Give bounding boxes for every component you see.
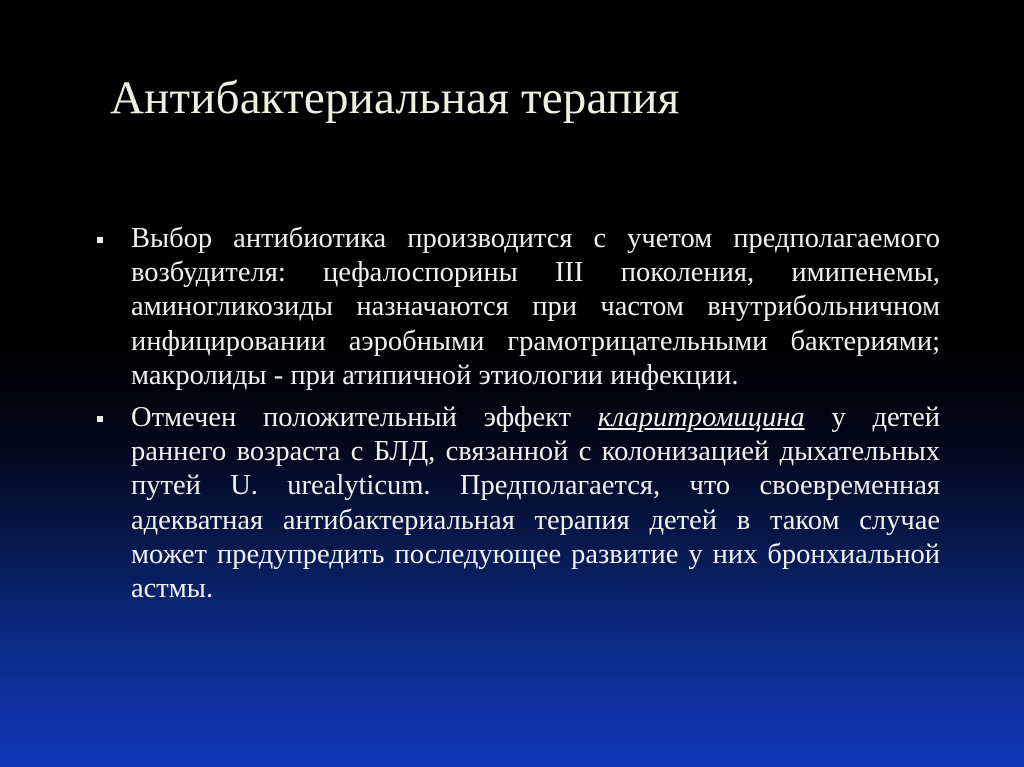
bullet-list <box>95 222 940 614</box>
bullet-item-antibiotic-choice <box>95 222 940 393</box>
bullet-text-after-link: у детей раннего возраста с БЛД, связанной с колонизацией дыхательных путей U. urealyticum. Предполагается, что своевременная адекватная антибактериальная терапия детей в таком случае может предупредить последующее развитие у них бронхиальной астмы. <box>131 402 940 605</box>
square-bullet-icon <box>97 237 103 243</box>
bullet-text-before-link: Отмечен положительный эффект <box>131 402 598 434</box>
clarithromycin-link[interactable]: кларитромицина <box>597 402 805 434</box>
slide-title: Антибактериальная терапия <box>110 72 680 124</box>
square-bullet-icon <box>97 416 103 422</box>
bullet-text: Выбор антибиотика производится с учетом предполагаемого возбудителя: цефалоспорины III поколения, имипенемы, аминогликозиды назначаются при частом внутрибольничном инфицировании аэробными грамотрицательными бактериями; макролиды - при атипичной этиологии инфекции. <box>131 223 940 391</box>
bullet-item-clarithromycin-effect <box>95 401 940 606</box>
